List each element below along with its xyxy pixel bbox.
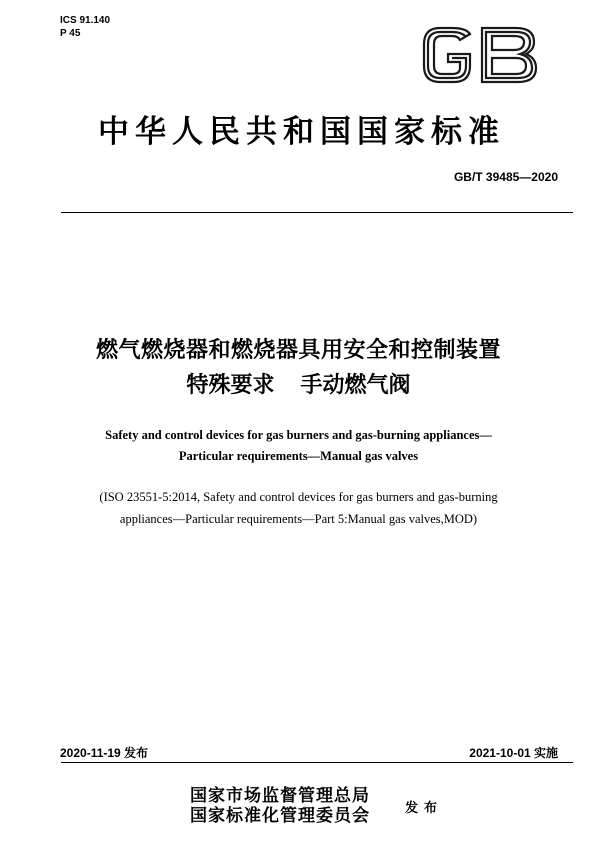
title-zh-line2 xyxy=(0,368,597,399)
title-zh-line1: 燃气燃烧器和燃烧器具用安全和控制装置 xyxy=(95,338,501,363)
iso-reference-line1: (ISO 23551-5:2014, Safety and control devices for gas burners and gas-burning xyxy=(99,490,498,504)
title-zh-line2-part2: 手动燃气阀 xyxy=(300,373,411,398)
title-zh-line2-part1: 特殊要求 xyxy=(186,373,275,398)
publishers xyxy=(190,786,370,826)
title-en-line2: Particular requirements—Manual gas valves xyxy=(178,449,419,463)
publish-date: 2020-11-19 发布 xyxy=(60,746,149,760)
publisher-2: 国家标准化管理委员会 xyxy=(190,806,370,826)
standard-title: 中华人民共和国国家标准 xyxy=(98,114,505,150)
footer-divider xyxy=(61,762,573,763)
header-divider xyxy=(61,212,573,213)
classification-codes xyxy=(60,14,110,40)
issue-label: 发布 xyxy=(405,801,444,816)
standard-number: GB/T 39485—2020 xyxy=(453,170,558,184)
title-en-line1: Safety and control devices for gas burners and gas-burning appliances— xyxy=(105,428,492,442)
iso-reference-line2: appliances—Particular requirements—Part 5:Manual gas valves,MOD) xyxy=(119,512,478,526)
ccs-code: P 45 xyxy=(60,28,81,39)
publisher-1: 国家市场监督管理总局 xyxy=(190,786,370,806)
gb-logo xyxy=(418,24,542,86)
implement-date: 2021-10-01 实施 xyxy=(469,746,558,760)
ics-code: ICS 91.140 xyxy=(60,15,111,26)
